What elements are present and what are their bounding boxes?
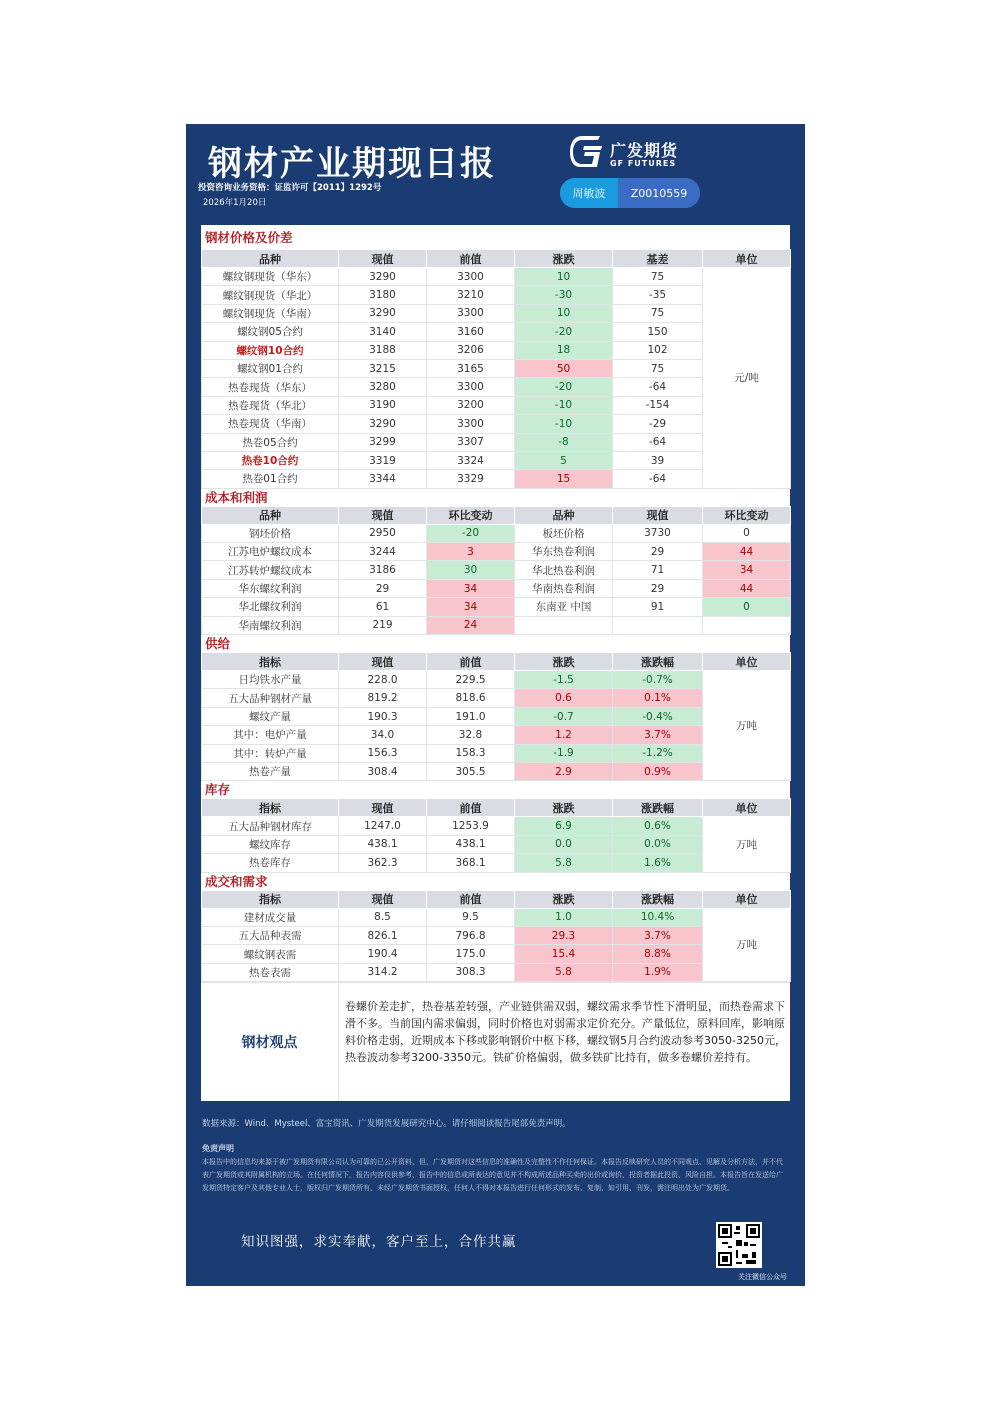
item-name: 江苏转炉螺纹成本 <box>202 561 339 579</box>
item-name: 钢坯价格 <box>202 524 339 542</box>
current-value: 3290 <box>339 415 427 433</box>
logo-english: GF FUTURES <box>610 159 677 168</box>
current-value: 3188 <box>339 341 427 359</box>
change-percent: 3.7% <box>613 926 703 944</box>
item-name: 华东热卷利润 <box>515 543 613 561</box>
change-value: -10 <box>515 396 613 414</box>
change-percent: -0.7% <box>613 671 703 689</box>
column-header: 指标 <box>202 653 339 671</box>
column-header: 前值 <box>427 250 515 268</box>
current-value: 819.2 <box>339 689 427 707</box>
basis-value: -64 <box>613 378 703 396</box>
column-header: 现值 <box>613 506 703 524</box>
previous-value: 158.3 <box>427 744 515 762</box>
previous-value: 3160 <box>427 323 515 341</box>
unit-cell: 万吨 <box>703 817 791 872</box>
analyst-id: Z0010559 <box>618 178 700 208</box>
previous-value: 3307 <box>427 433 515 451</box>
section-title-prices: 钢材价格及价差 <box>205 230 293 245</box>
column-header: 单位 <box>703 890 791 908</box>
change-value: 3 <box>427 543 515 561</box>
table-row <box>202 616 791 634</box>
column-header: 单位 <box>703 250 791 268</box>
table-row <box>202 963 791 981</box>
change-value: 18 <box>515 341 613 359</box>
indicator-name: 热卷表需 <box>202 963 339 981</box>
item-name: 螺纹钢01合约 <box>202 359 339 377</box>
header-row <box>202 653 791 671</box>
change-value: -10 <box>515 415 613 433</box>
change-value: 34 <box>427 598 515 616</box>
indicator-name: 其中：电炉产量 <box>202 726 339 744</box>
qr-code-icon <box>718 1224 760 1266</box>
current-value: 3215 <box>339 359 427 377</box>
basis-value: 75 <box>613 304 703 322</box>
change-percent: 1.6% <box>613 854 703 872</box>
change-value: 30 <box>427 561 515 579</box>
column-header: 品种 <box>202 506 339 524</box>
table-row <box>202 524 791 542</box>
table-row <box>202 323 791 341</box>
current-value: 34.0 <box>339 726 427 744</box>
column-header: 现值 <box>339 653 427 671</box>
disclaimer-text: 本报告中的信息均来源于被广发期货有限公司认为可靠的已公开资料，但，广发期货对这些信息的准确性及完整性不作任何保证。本报告反映研究人员的不同观点、见解及分析方法，并不代表广发期货或其附属机构的立场。在任何情况下，报告内容仅供参考，报告中的信息或所表达的意见并不构成所述品种买卖的出价或询价，投资者据此投资，风险自担。本报告旨在发送给广发期货特定客户及其他专业人士，版权归广发期货所有，未经广发期货书面授权，任何人不得对本报告进行任何形式的发布、复制、如引用、刊发，需注明出处为广发期货。 <box>202 1158 783 1192</box>
current-value: 3186 <box>339 561 427 579</box>
column-header: 品种 <box>515 506 613 524</box>
table-row <box>202 726 791 744</box>
indicator-name: 其中：转炉产量 <box>202 744 339 762</box>
table-row <box>202 415 791 433</box>
column-header: 涨跌 <box>515 890 613 908</box>
prices-table <box>201 249 791 489</box>
previous-value: 32.8 <box>427 726 515 744</box>
viewpoint-text: 卷螺价差走扩，热卷基差转强，产业链供需双弱，螺纹需求季节性下滑明显，而热卷需求下滑不多。当前国内需求偏弱，同时价格也对弱需求定价充分。产量低位，原料回库，影响原料价格走弱，近期成本下移或影响钢价中枢下移，螺纹钢5月合约波动参考3050-3250元，热卷波动参考3200-3350元。铁矿价格偏弱，做多铁矿比持有，做多卷螺价差持有。 <box>345 1000 786 1065</box>
item-name: 华南螺纹利润 <box>202 616 339 634</box>
item-name <box>515 616 613 634</box>
change-percent: 0.0% <box>613 835 703 853</box>
data-source: 数据来源：Wind、Mysteel、富宝资讯、广发期货发展研究中心。请仔细阅读报告尾部免责声明。 <box>202 1119 571 1129</box>
current-value: 3290 <box>339 268 427 286</box>
previous-value: 308.3 <box>427 963 515 981</box>
previous-value: 9.5 <box>427 908 515 926</box>
indicator-name: 五大品种表需 <box>202 926 339 944</box>
change-value: 5.8 <box>515 963 613 981</box>
column-header: 涨跌 <box>515 799 613 817</box>
basis-value: -29 <box>613 415 703 433</box>
item-name: 螺纹钢10合约 <box>202 341 339 359</box>
gf-logo-icon <box>570 136 606 168</box>
change-value: 50 <box>515 359 613 377</box>
column-header: 前值 <box>427 890 515 908</box>
change-value: -20 <box>515 323 613 341</box>
table-row <box>202 304 791 322</box>
cost-profit-table <box>201 506 791 635</box>
previous-value: 191.0 <box>427 707 515 725</box>
previous-value: 229.5 <box>427 671 515 689</box>
inventory-table <box>201 798 791 872</box>
report-page <box>186 124 805 1286</box>
indicator-name: 螺纹库存 <box>202 835 339 853</box>
previous-value: 1253.9 <box>427 817 515 835</box>
table-row <box>202 433 791 451</box>
change-percent: -1.2% <box>613 744 703 762</box>
current-value: 29 <box>339 579 427 597</box>
indicator-name: 建材成交量 <box>202 908 339 926</box>
analyst-name: 周敏波 <box>560 178 618 208</box>
column-header: 品种 <box>202 250 339 268</box>
basis-value: -154 <box>613 396 703 414</box>
demand-table <box>201 890 791 983</box>
change-value: 0.0 <box>515 835 613 853</box>
table-row <box>202 341 791 359</box>
indicator-name: 螺纹钢表需 <box>202 945 339 963</box>
change-value: 34 <box>427 579 515 597</box>
license-text: 投资咨询业务资格：证监许可【2011】1292号 <box>198 183 382 193</box>
column-header: 环比变动 <box>427 506 515 524</box>
current-value: 314.2 <box>339 963 427 981</box>
current-value: 219 <box>339 616 427 634</box>
change-value: -30 <box>515 286 613 304</box>
previous-value: 3165 <box>427 359 515 377</box>
item-name: 热卷05合约 <box>202 433 339 451</box>
column-header: 单位 <box>703 799 791 817</box>
change-value: -1.5 <box>515 671 613 689</box>
current-value: 190.3 <box>339 707 427 725</box>
previous-value: 3300 <box>427 268 515 286</box>
table-row <box>202 359 791 377</box>
column-header: 基差 <box>613 250 703 268</box>
table-row <box>202 707 791 725</box>
current-value: 3280 <box>339 378 427 396</box>
item-name: 华北热卷利润 <box>515 561 613 579</box>
current-value <box>613 616 703 634</box>
change-value: 0 <box>703 598 791 616</box>
item-name: 华北螺纹利润 <box>202 598 339 616</box>
wechat-qr-code[interactable] <box>716 1222 762 1268</box>
unit-cell: 元/吨 <box>703 268 791 489</box>
basis-value: -64 <box>613 470 703 488</box>
viewpoint-label: 钢材观点 <box>201 983 339 1101</box>
change-value <box>703 616 791 634</box>
basis-value: 75 <box>613 359 703 377</box>
current-value: 2950 <box>339 524 427 542</box>
viewpoint-box <box>201 982 790 1101</box>
table-row <box>202 378 791 396</box>
current-value: 3730 <box>613 524 703 542</box>
column-header: 现值 <box>339 250 427 268</box>
unit-cell: 万吨 <box>703 671 791 781</box>
item-name: 螺纹钢现货（华北） <box>202 286 339 304</box>
current-value: 3290 <box>339 304 427 322</box>
current-value: 3319 <box>339 451 427 469</box>
previous-value: 3210 <box>427 286 515 304</box>
item-name: 热卷现货（华东） <box>202 378 339 396</box>
column-header: 环比变动 <box>703 506 791 524</box>
previous-value: 3300 <box>427 415 515 433</box>
indicator-name: 五大品种钢材库存 <box>202 817 339 835</box>
change-value: 44 <box>703 543 791 561</box>
change-value: 5.8 <box>515 854 613 872</box>
previous-value: 438.1 <box>427 835 515 853</box>
basis-value: -64 <box>613 433 703 451</box>
change-percent: 1.9% <box>613 963 703 981</box>
change-percent: 3.7% <box>613 726 703 744</box>
change-percent: -0.4% <box>613 707 703 725</box>
previous-value: 3329 <box>427 470 515 488</box>
table-row <box>202 396 791 414</box>
gf-futures-logo <box>570 134 700 174</box>
section-title-inventory: 库存 <box>205 782 231 798</box>
table-row <box>202 543 791 561</box>
change-value: -0.7 <box>515 707 613 725</box>
table-row <box>202 762 791 780</box>
change-percent: 0.1% <box>613 689 703 707</box>
change-value: 34 <box>703 561 791 579</box>
change-value: 15 <box>515 470 613 488</box>
change-value: 10 <box>515 268 613 286</box>
item-name: 江苏电炉螺纹成本 <box>202 543 339 561</box>
item-name: 热卷现货（华北） <box>202 396 339 414</box>
current-value: 29 <box>613 579 703 597</box>
column-header: 涨跌幅 <box>613 653 703 671</box>
company-slogan: 知识图强，求实奉献，客户至上，合作共赢 <box>241 1234 517 1250</box>
header-row <box>202 250 791 268</box>
previous-value: 368.1 <box>427 854 515 872</box>
column-header: 现值 <box>339 799 427 817</box>
change-value: 2.9 <box>515 762 613 780</box>
column-header: 单位 <box>703 653 791 671</box>
current-value: 29 <box>613 543 703 561</box>
current-value: 228.0 <box>339 671 427 689</box>
indicator-name: 螺纹产量 <box>202 707 339 725</box>
basis-value: 75 <box>613 268 703 286</box>
section-title-demand: 成交和需求 <box>205 873 268 889</box>
current-value: 3180 <box>339 286 427 304</box>
indicator-name: 热卷库存 <box>202 854 339 872</box>
change-value: -1.9 <box>515 744 613 762</box>
previous-value: 175.0 <box>427 945 515 963</box>
previous-value: 305.5 <box>427 762 515 780</box>
table-row <box>202 286 791 304</box>
item-name: 东南亚 中国 <box>515 598 613 616</box>
section-title-cost: 成本和利润 <box>205 489 268 505</box>
logo-chinese: 广发期货 <box>610 141 679 160</box>
qr-caption: 关注微信公众号 <box>738 1273 787 1281</box>
current-value: 3140 <box>339 323 427 341</box>
current-value: 3344 <box>339 470 427 488</box>
item-name: 热卷01合约 <box>202 470 339 488</box>
item-name: 螺纹钢现货（华东） <box>202 268 339 286</box>
indicator-name: 日均铁水产量 <box>202 671 339 689</box>
table-row <box>202 451 791 469</box>
table-row <box>202 579 791 597</box>
previous-value: 3200 <box>427 396 515 414</box>
current-value: 362.3 <box>339 854 427 872</box>
table-row <box>202 835 791 853</box>
header-row <box>202 890 791 908</box>
table-row <box>202 817 791 835</box>
item-name: 热卷10合约 <box>202 451 339 469</box>
change-value: 24 <box>427 616 515 634</box>
current-value: 3299 <box>339 433 427 451</box>
table-row <box>202 945 791 963</box>
change-value: 44 <box>703 579 791 597</box>
table-row <box>202 744 791 762</box>
column-header: 涨跌幅 <box>613 799 703 817</box>
section-title-supply: 供给 <box>205 636 231 652</box>
header-row <box>202 506 791 524</box>
table-row <box>202 689 791 707</box>
basis-value: 102 <box>613 341 703 359</box>
header-row <box>202 799 791 817</box>
current-value: 308.4 <box>339 762 427 780</box>
column-header: 指标 <box>202 890 339 908</box>
table-row <box>202 671 791 689</box>
table-row <box>202 926 791 944</box>
previous-value: 3300 <box>427 304 515 322</box>
indicator-name: 热卷产量 <box>202 762 339 780</box>
unit-cell: 万吨 <box>703 908 791 982</box>
column-header: 现值 <box>339 890 427 908</box>
report-date: 2026年1月20日 <box>203 198 267 208</box>
item-name: 螺纹钢现货（华南） <box>202 304 339 322</box>
column-header: 前值 <box>427 653 515 671</box>
change-value: 1.0 <box>515 908 613 926</box>
current-value: 826.1 <box>339 926 427 944</box>
change-value: -8 <box>515 433 613 451</box>
report-title: 钢材产业期现日报 <box>208 144 496 184</box>
disclaimer-title: 免责声明 <box>202 1144 234 1153</box>
item-name: 热卷现货（华南） <box>202 415 339 433</box>
column-header: 指标 <box>202 799 339 817</box>
table-row <box>202 908 791 926</box>
previous-value: 796.8 <box>427 926 515 944</box>
column-header: 涨跌 <box>515 250 613 268</box>
column-header: 现值 <box>339 506 427 524</box>
change-value: 0 <box>703 524 791 542</box>
item-name: 华南热卷利润 <box>515 579 613 597</box>
current-value: 71 <box>613 561 703 579</box>
table-row <box>202 598 791 616</box>
table-row <box>202 854 791 872</box>
change-value: 6.9 <box>515 817 613 835</box>
current-value: 3244 <box>339 543 427 561</box>
change-value: 15.4 <box>515 945 613 963</box>
current-value: 91 <box>613 598 703 616</box>
table-row <box>202 470 791 488</box>
change-value: 1.2 <box>515 726 613 744</box>
column-header: 涨跌幅 <box>613 890 703 908</box>
current-value: 190.4 <box>339 945 427 963</box>
item-name: 华东螺纹利润 <box>202 579 339 597</box>
current-value: 8.5 <box>339 908 427 926</box>
previous-value: 3206 <box>427 341 515 359</box>
basis-value: 39 <box>613 451 703 469</box>
change-percent: 8.8% <box>613 945 703 963</box>
change-value: -20 <box>427 524 515 542</box>
report-content <box>201 225 790 1101</box>
change-percent: 10.4% <box>613 908 703 926</box>
change-value: 5 <box>515 451 613 469</box>
supply-table <box>201 652 791 781</box>
current-value: 61 <box>339 598 427 616</box>
change-percent: 0.9% <box>613 762 703 780</box>
previous-value: 3300 <box>427 378 515 396</box>
change-value: 29.3 <box>515 926 613 944</box>
basis-value: 150 <box>613 323 703 341</box>
change-value: 0.6 <box>515 689 613 707</box>
current-value: 156.3 <box>339 744 427 762</box>
current-value: 438.1 <box>339 835 427 853</box>
previous-value: 3324 <box>427 451 515 469</box>
current-value: 1247.0 <box>339 817 427 835</box>
current-value: 3190 <box>339 396 427 414</box>
basis-value: -35 <box>613 286 703 304</box>
change-value: 10 <box>515 304 613 322</box>
table-row <box>202 561 791 579</box>
column-header: 涨跌 <box>515 653 613 671</box>
previous-value: 818.6 <box>427 689 515 707</box>
item-name: 螺纹钢05合约 <box>202 323 339 341</box>
item-name: 板坯价格 <box>515 524 613 542</box>
column-header: 前值 <box>427 799 515 817</box>
change-value: -20 <box>515 378 613 396</box>
analyst-badge <box>560 178 700 208</box>
change-percent: 0.6% <box>613 817 703 835</box>
indicator-name: 五大品种钢材产量 <box>202 689 339 707</box>
table-row <box>202 268 791 286</box>
